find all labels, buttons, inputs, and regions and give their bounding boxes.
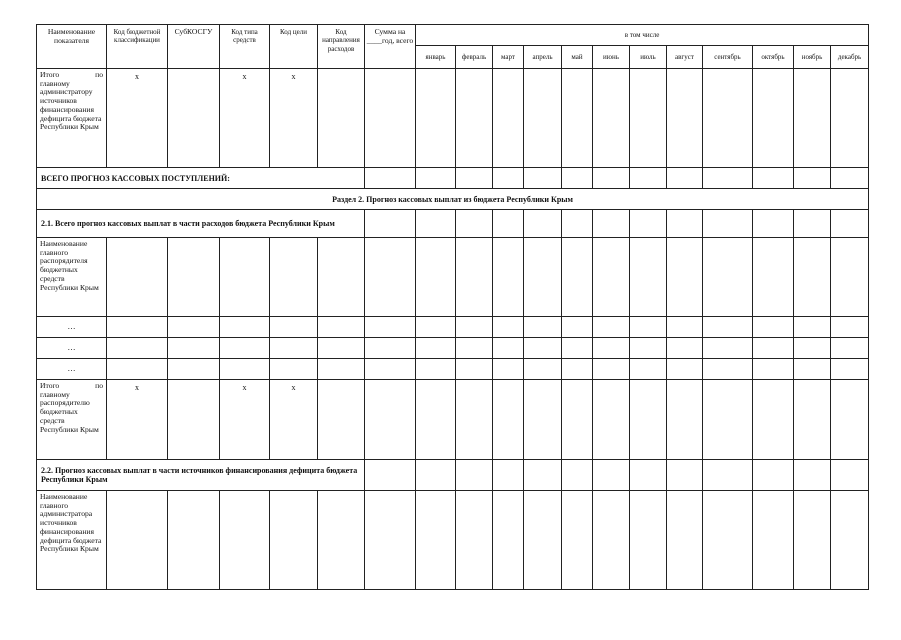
month-10: октябрь [753, 46, 794, 69]
itogo-raspor-label: Итого по главному распорядителю бюджетных средств Республики Крым [37, 380, 107, 460]
table-row [37, 460, 869, 491]
table-row [37, 317, 869, 338]
month-6: июнь [593, 46, 630, 69]
month-3: март [493, 46, 524, 69]
x-mark: x [220, 380, 270, 460]
month-7: июль [630, 46, 667, 69]
x-mark: x [220, 69, 270, 168]
table-row [37, 491, 869, 590]
itogo-admin-label: Итого по главному администратору источников финансирования дефицита бюджета Республики Крым [37, 69, 107, 168]
header-kod-celi: Код цели [270, 25, 318, 69]
month-12: декабрь [831, 46, 869, 69]
x-mark: x [270, 380, 318, 460]
section-2-2-title: 2.2. Прогноз кассовых выплат в части источников финансирования дефицита бюджета Республики Крым [37, 460, 365, 491]
section-2-1-title: 2.1. Всего прогноз кассовых выплат в части расходов бюджета Республики Крым [37, 210, 365, 238]
header-name: Наименование показателя [37, 25, 107, 69]
vsego-postupleniy: ВСЕГО ПРОГНОЗ КАССОВЫХ ПОСТУПЛЕНИЙ: [37, 168, 365, 189]
x-mark: x [107, 69, 168, 168]
header-summa: Сумма на ____год, всего [365, 25, 416, 69]
month-2: февраль [456, 46, 493, 69]
naim-admin-label: Наименование главного администратора источников финансирования дефицита бюджета Республики Крым [37, 491, 107, 590]
x-mark: x [270, 69, 318, 168]
table-row [37, 69, 869, 168]
month-5: май [562, 46, 593, 69]
table-row [37, 238, 869, 317]
ellipsis-cell: … [37, 317, 107, 338]
month-4: апрель [524, 46, 562, 69]
header-kbk: Код бюджетной классификации [107, 25, 168, 69]
header-kod-napr: Код направления расходов [318, 25, 365, 69]
header-subkosgu: СубКОСГУ [168, 25, 220, 69]
forecast-table [36, 24, 869, 590]
x-mark: x [107, 380, 168, 460]
table-row [37, 380, 869, 460]
naim-raspor-label: Наименование главного распорядителя бюджетных средств Республики Крым [37, 238, 107, 317]
table-row [37, 359, 869, 380]
razdel-2-title: Раздел 2. Прогноз кассовых выплат из бюджета Республики Крым [37, 189, 869, 210]
table-row [37, 168, 869, 189]
table-row [37, 338, 869, 359]
ellipsis-cell: … [37, 359, 107, 380]
month-11: ноябрь [794, 46, 831, 69]
header-v-tom-chisle: в том числе [416, 25, 869, 46]
ellipsis-cell: … [37, 338, 107, 359]
month-9: сентябрь [703, 46, 753, 69]
table-row [37, 189, 869, 210]
table-row [37, 210, 869, 238]
header-kod-tipa: Код типа средств [220, 25, 270, 69]
month-1: январь [416, 46, 456, 69]
month-8: август [667, 46, 703, 69]
